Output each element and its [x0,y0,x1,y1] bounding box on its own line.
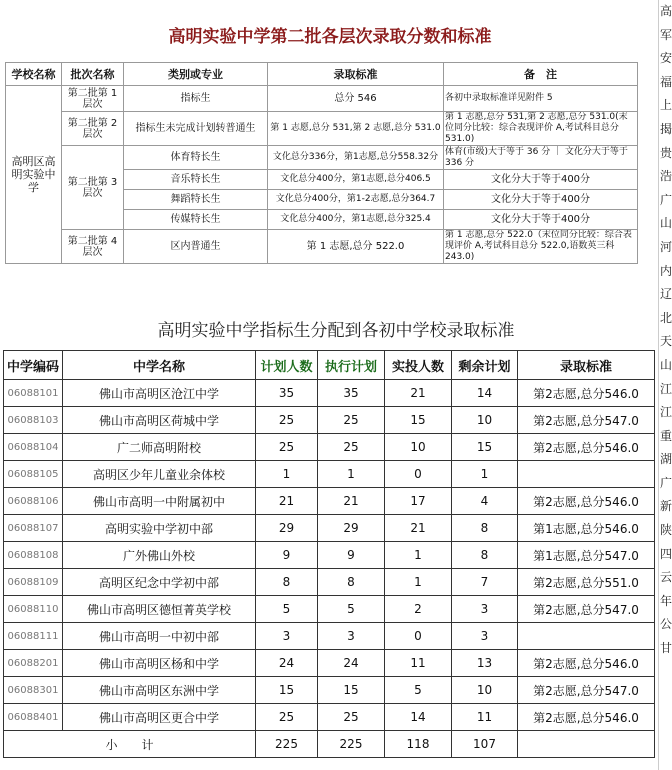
table-row [4,488,655,515]
side-char: 公 [659,617,672,632]
actual-cell: 17 [385,488,452,515]
exec-cell: 3 [318,623,385,650]
actual-cell: 21 [385,515,452,542]
admission-batch-table [5,62,638,264]
exec-cell: 9 [318,542,385,569]
remain-cell: 7 [452,569,518,596]
side-char: 贵 [659,145,672,160]
plan-cell: 3 [256,623,318,650]
plan-cell: 24 [256,650,318,677]
remain-cell: 3 [452,623,518,650]
plan-cell: 15 [256,677,318,704]
code-cell: 06088201 [4,650,63,677]
code-cell: 06088401 [4,704,63,731]
side-char: 内 [659,263,672,278]
plan-cell: 9 [256,542,318,569]
side-char: 揭 [659,121,672,136]
side-char: 江 [659,405,672,420]
side-char: 军 [659,27,672,42]
remain-cell: 4 [452,488,518,515]
standard-cell: 第2志愿,总分546.0 [518,650,655,677]
exec-cell: 25 [318,434,385,461]
total-actual: 118 [385,731,452,758]
total-label: 小 计 [4,731,256,758]
plan-cell: 1 [256,461,318,488]
side-panel [658,0,672,770]
code-cell: 06088107 [4,515,63,542]
code-cell: 06088108 [4,542,63,569]
actual-cell: 15 [385,407,452,434]
table-row [4,650,655,677]
code-cell: 06088101 [4,380,63,407]
plan-cell: 21 [256,488,318,515]
actual-cell: 1 [385,569,452,596]
note-cell: 体育(市级)大于等于 36 分 ｜ 文化分大于等于 336 分 [444,146,638,170]
actual-cell: 0 [385,461,452,488]
school-cell: 佛山市高明区杨和中学 [63,650,256,677]
side-char: 福 [659,74,672,89]
category-cell: 舞蹈特长生 [124,190,268,210]
plan-cell: 5 [256,596,318,623]
standard-cell: 第2志愿,总分547.0 [518,596,655,623]
batch-cell: 第二批第 2 层次 [62,112,124,146]
side-char: 山 [659,357,672,372]
side-char: 年 [659,593,672,608]
table-row [4,623,655,650]
standard-cell: 第2志愿,总分546.0 [518,434,655,461]
exec-cell: 29 [318,515,385,542]
exec-cell: 35 [318,380,385,407]
table-row [4,542,655,569]
side-char: 云 [659,570,672,585]
remain-cell: 8 [452,542,518,569]
code-cell: 06088104 [4,434,63,461]
header-plan: 计划人数 [256,351,318,380]
note-cell: 各初中录取标准详见附件 5 [444,86,638,112]
table-row [4,380,655,407]
school-cell: 佛山市高明一中附属初中 [63,488,256,515]
table-body [4,380,655,758]
school-name-cell: 高明区高明实验中学 [6,86,62,264]
side-char: 广 [659,475,672,490]
exec-cell: 21 [318,488,385,515]
side-char: 高 [659,4,672,18]
actual-cell: 21 [385,380,452,407]
plan-cell: 35 [256,380,318,407]
standard-cell: 文化总分400分，第1-2志愿,总分364.7 [268,190,444,210]
school-cell: 高明区纪念中学初中部 [63,569,256,596]
quota-student-table [3,350,655,758]
actual-cell: 1 [385,542,452,569]
side-char: 广 [659,192,672,207]
side-char: 辽 [659,287,672,302]
code-cell: 06088111 [4,623,63,650]
exec-cell: 24 [318,650,385,677]
standard-cell: 总分 546 [268,86,444,112]
header-standard: 录取标准 [518,351,655,380]
batch-cell: 第二批第 1 层次 [62,86,124,112]
side-char: 河 [659,239,672,254]
side-char: 北 [659,310,672,325]
category-cell: 传媒特长生 [124,210,268,230]
exec-cell: 25 [318,704,385,731]
remain-cell: 14 [452,380,518,407]
total-standard [518,731,655,758]
school-cell: 高明实验中学初中部 [63,515,256,542]
note-cell: 第 1 志愿,总分 531,第 2 志愿,总分 531.0(末位同分比较：综合表现评价 A,考试科目总分 531.0) [444,112,638,146]
side-char: 湖 [659,452,672,467]
total-row [4,731,655,758]
exec-cell: 15 [318,677,385,704]
school-cell: 佛山市高明区荷城中学 [63,407,256,434]
header-remain: 剩余计划 [452,351,518,380]
category-cell: 体育特长生 [124,146,268,170]
exec-cell: 25 [318,407,385,434]
remain-cell: 11 [452,704,518,731]
standard-cell: 第 1 志愿,总分 531,第 2 志愿,总分 531.0 [268,112,444,146]
note-cell: 第 1 志愿,总分 522.0（末位同分比较：综合表现评价 A,考试科目总分 522.0,语数英三科 243.0) [444,230,638,264]
batch-cell: 第二批第 3 层次 [62,146,124,230]
code-cell: 06088105 [4,461,63,488]
actual-cell: 11 [385,650,452,677]
side-char: 江 [659,381,672,396]
page-title-1: 高明实验中学第二批各层次录取分数和标准 [168,27,492,47]
code-cell: 06088109 [4,569,63,596]
remain-cell: 13 [452,650,518,677]
actual-cell: 0 [385,623,452,650]
category-cell: 区内普通生 [124,230,268,264]
school-cell: 佛山市高明区沧江中学 [63,380,256,407]
side-char: 新 [659,499,672,514]
header-cell: 批次名称 [62,63,124,86]
total-exec: 225 [318,731,385,758]
school-cell: 广外佛山外校 [63,542,256,569]
school-cell: 佛山市高明一中初中部 [63,623,256,650]
table-row [4,704,655,731]
table-row [4,407,655,434]
header-school: 中学名称 [63,351,256,380]
table-row [6,230,638,264]
side-char: 安 [659,51,672,66]
header-code: 中学编码 [4,351,63,380]
standard-cell: 文化总分336分，第1志愿,总分558.32分 [268,146,444,170]
table-row [4,515,655,542]
side-char: 山 [659,216,672,231]
plan-cell: 29 [256,515,318,542]
remain-cell: 10 [452,677,518,704]
side-char: 陕 [659,523,672,538]
school-cell: 高明区少年儿童业余体校 [63,461,256,488]
note-cell: 文化分大于等于400分 [444,190,638,210]
standard-cell: 第2志愿,总分546.0 [518,380,655,407]
standard-cell: 第2志愿,总分547.0 [518,407,655,434]
actual-cell: 5 [385,677,452,704]
header-exec: 执行计划 [318,351,385,380]
standard-cell: 文化总分400分，第1志愿,总分325.4 [268,210,444,230]
plan-cell: 25 [256,704,318,731]
remain-cell: 10 [452,407,518,434]
table-row [6,112,638,146]
standard-cell [518,623,655,650]
school-cell: 佛山市高明区东洲中学 [63,677,256,704]
table-row [4,434,655,461]
note-cell: 文化分大于等于400分 [444,170,638,190]
table-row [4,596,655,623]
category-cell: 指标生未完成计划转普通生 [124,112,268,146]
code-cell: 06088103 [4,407,63,434]
side-char: 天 [659,334,672,349]
standard-cell: 文化总分400分，第1志愿,总分406.5 [268,170,444,190]
side-char: 四 [659,546,672,561]
table-row [4,461,655,488]
total-remain: 107 [452,731,518,758]
actual-cell: 2 [385,596,452,623]
actual-cell: 10 [385,434,452,461]
remain-cell: 3 [452,596,518,623]
header-actual: 实投人数 [385,351,452,380]
plan-cell: 25 [256,407,318,434]
actual-cell: 14 [385,704,452,731]
batch-cell: 第二批第 4 层次 [62,230,124,264]
side-char: 甘 [659,641,672,656]
plan-cell: 8 [256,569,318,596]
exec-cell: 5 [318,596,385,623]
standard-cell: 第2志愿,总分546.0 [518,488,655,515]
remain-cell: 1 [452,461,518,488]
code-cell: 06088106 [4,488,63,515]
exec-cell: 1 [318,461,385,488]
category-cell: 指标生 [124,86,268,112]
standard-cell: 第1志愿,总分546.0 [518,515,655,542]
table-header-row [6,63,638,86]
standard-cell: 第2志愿,总分551.0 [518,569,655,596]
plan-cell: 25 [256,434,318,461]
table-row [4,569,655,596]
standard-cell [518,461,655,488]
header-cell: 类别或专业 [124,63,268,86]
code-cell: 06088301 [4,677,63,704]
category-cell: 音乐特长生 [124,170,268,190]
standard-cell: 第 1 志愿,总分 522.0 [268,230,444,264]
standard-cell: 第2志愿,总分546.0 [518,704,655,731]
school-cell: 佛山市高明区德恒菁英学校 [63,596,256,623]
remain-cell: 8 [452,515,518,542]
school-cell: 佛山市高明区更合中学 [63,704,256,731]
standard-cell: 第1志愿,总分547.0 [518,542,655,569]
school-cell: 广二师高明附校 [63,434,256,461]
table-row [6,146,638,170]
header-cell: 学校名称 [6,63,62,86]
table-row [6,86,638,112]
standard-cell: 第2志愿,总分547.0 [518,677,655,704]
header-cell: 备 注 [444,63,638,86]
exec-cell: 8 [318,569,385,596]
table-row [4,677,655,704]
table-header-row [4,351,655,380]
code-cell: 06088110 [4,596,63,623]
total-plan: 225 [256,731,318,758]
page-title-2: 高明实验中学指标生分配到各初中学校录取标准 [157,321,515,341]
side-char: 上 [659,98,672,113]
note-cell: 文化分大于等于400分 [444,210,638,230]
remain-cell: 15 [452,434,518,461]
header-cell: 录取标准 [268,63,444,86]
side-char: 重 [659,428,672,443]
side-char: 浩 [659,169,672,184]
